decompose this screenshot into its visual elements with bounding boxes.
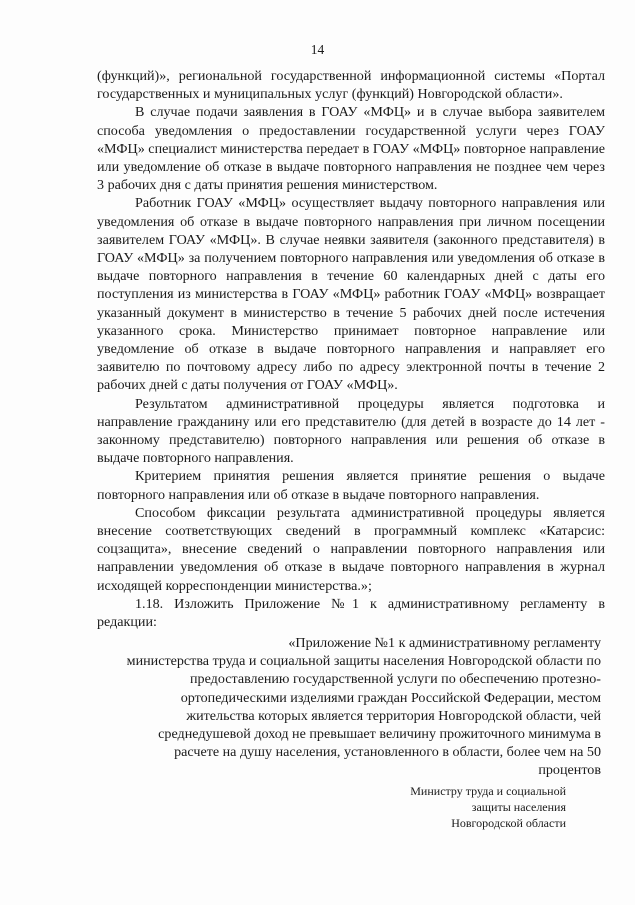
page-number: 14 bbox=[310, 42, 325, 57]
paragraph-decision-criterion: Критерием принятия решения является принятие решения о выдаче повторного направления или об отказе в выдаче повторного направления. bbox=[97, 468, 605, 503]
body-text bbox=[97, 67, 605, 631]
addressee-line: Новгородской области bbox=[451, 816, 566, 830]
appendix-line: ортопедическими изделиями граждан Российской Федерации, местом bbox=[180, 689, 601, 706]
paragraph-amendment-1-18: 1.18. Изложить Приложение №1 к административному регламенту в редакции: bbox=[97, 595, 605, 631]
addressee-line: защиты населения bbox=[471, 800, 566, 814]
appendix-line: расчете на душу населения, установленного в области, более чем на 50 bbox=[174, 744, 601, 761]
appendix-line: министерства труда и социальной защиты населения Новгородской области по bbox=[126, 653, 601, 670]
addressee-line: Министру труда и социальной bbox=[410, 784, 566, 798]
paragraph-procedure-result: Результатом административной процедуры является подготовка и направление гражданину или его представителю (для детей в возрасте до 14 лет - законному представителю) повторного направления или решения об отказе в выдаче повторного направления. bbox=[97, 395, 605, 467]
paragraph-fixation-method: Способом фиксации результата административной процедуры является внесение соответствующих сведений в программный комплекс «Катарсис: соцзащита», внесение сведений о направлении повторного направления или направлении уведомления об отказе в выдаче повторного направления в журнал исходящей корреспонденции министерства.»; bbox=[97, 504, 605, 594]
paragraph-mfc-issuance: Работник ГОАУ «МФЦ» осуществляет выдачу повторного направления или уведомления об отказе в выдаче повторного направления при личном посещении заявителем ГОАУ «МФЦ». В случае неявки заявителя (законного представителя) в ГОАУ «МФЦ» за получением повторного направления или уведомления об отказе в выдаче повторного направления в течение 60 календарных дней с даты его поступления из министерства в ГОАУ «МФЦ» работник ГОАУ «МФЦ» возвращает указанный документ в министерство в течение 5 рабочих дней после истечения указанного срока. Министерство принимает повторное направление или уведомление об отказе в выдаче повторного направления и направляет его заявителю по почтовому адресу либо по адресу электронной почты в течение 2 рабочих дней с даты получения от ГОАУ «МФЦ». bbox=[97, 195, 605, 394]
appendix-line: жительства которых является территория Новгородской области, чей bbox=[186, 707, 601, 724]
appendix-line: предоставлению государственной услуги по обеспечению протезно- bbox=[190, 671, 601, 688]
appendix-line: процентов bbox=[538, 762, 601, 779]
appendix-header bbox=[97, 634, 601, 780]
appendix-line: «Приложение №1 к административному регламенту bbox=[288, 635, 601, 651]
paragraph-continuation: (функций)», региональной государственной информационной системы «Портал государственных и муниципальных услуг (функций) Новгородской области». bbox=[97, 68, 605, 103]
addressee-block bbox=[370, 783, 566, 831]
appendix-line: среднедушевой доход не превышает величину прожиточного минимума в bbox=[158, 726, 601, 743]
paragraph-mfc-notification: В случае подачи заявления в ГОАУ «МФЦ» и в случае выбора заявителем способа уведомления о предоставлении государственной услуги через ГОАУ «МФЦ» специалист министерства передает в ГОАУ «МФЦ» повторное направление или уведомление об отказе в выдаче повторного направления не позднее чем через 3 рабочих дня с даты принятия решения министерством. bbox=[97, 104, 605, 194]
